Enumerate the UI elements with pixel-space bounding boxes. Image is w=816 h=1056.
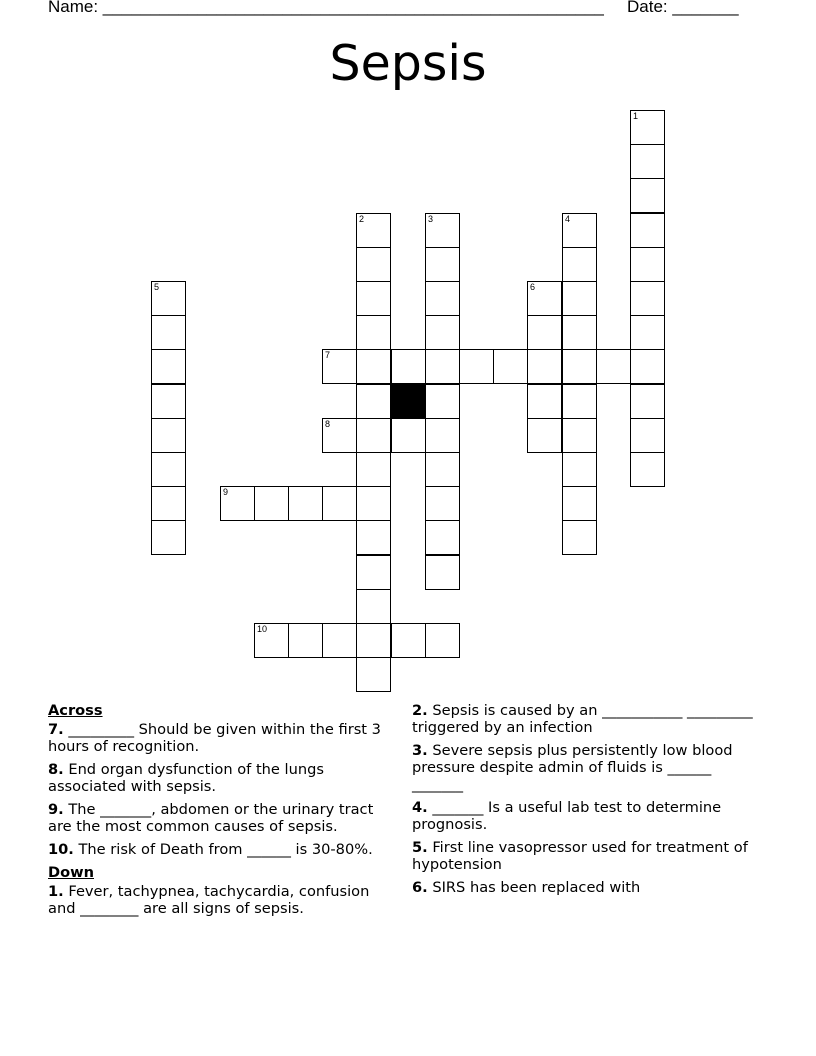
- grid-cell[interactable]: [630, 144, 665, 179]
- grid-cell[interactable]: [151, 418, 186, 453]
- grid-cell[interactable]: [527, 315, 562, 350]
- grid-cell[interactable]: [425, 349, 460, 384]
- grid-cell[interactable]: [151, 520, 186, 555]
- grid-cell[interactable]: [356, 247, 391, 282]
- clue-number-label: 4: [565, 214, 571, 224]
- down-clue-list-continued: [412, 702, 762, 896]
- grid-cell[interactable]: [151, 281, 186, 316]
- grid-cell[interactable]: [425, 384, 460, 419]
- clue-item: [48, 801, 398, 835]
- across-clue-list: [48, 721, 398, 858]
- clue-text: SIRS has been replaced with: [427, 879, 641, 896]
- clue-item: [412, 839, 762, 873]
- grid-cell[interactable]: [562, 247, 597, 282]
- clue-item: [48, 841, 398, 858]
- clue-number-label: 8: [325, 419, 331, 429]
- clue-number: 8.: [48, 761, 64, 778]
- clue-number-label: 10: [257, 624, 268, 634]
- black-cell: [391, 384, 426, 419]
- grid-cell[interactable]: [425, 315, 460, 350]
- grid-cell[interactable]: [527, 384, 562, 419]
- grid-cell[interactable]: [493, 349, 528, 384]
- grid-cell[interactable]: [356, 281, 391, 316]
- grid-cell[interactable]: [562, 384, 597, 419]
- clue-number-label: 6: [530, 282, 536, 292]
- clue-item: [48, 721, 398, 755]
- puzzle-title: Sepsis: [329, 35, 487, 92]
- clues-left-column: [48, 702, 398, 923]
- grid-cell[interactable]: [322, 623, 357, 658]
- clue-text: Sepsis is caused by an ___________ _________ triggered by an infection: [412, 702, 753, 736]
- grid-cell[interactable]: [562, 486, 597, 521]
- grid-cell[interactable]: [630, 110, 665, 145]
- grid-cell[interactable]: [425, 213, 460, 248]
- grid-cell[interactable]: [356, 486, 391, 521]
- grid-cell[interactable]: [527, 349, 562, 384]
- grid-cell[interactable]: [322, 486, 357, 521]
- clue-text: _______ Is a useful lab test to determine prognosis.: [412, 799, 722, 833]
- grid-cell[interactable]: [288, 623, 323, 658]
- grid-cell[interactable]: [425, 520, 460, 555]
- clue-item: [48, 761, 398, 795]
- grid-cell[interactable]: [630, 213, 665, 248]
- clue-text: _________ Should be given within the first 3 hours of recognition.: [48, 721, 381, 755]
- clues-right-column: [412, 702, 762, 902]
- grid-cell[interactable]: [151, 349, 186, 384]
- grid-cell[interactable]: [562, 520, 597, 555]
- grid-cell[interactable]: [356, 349, 391, 384]
- clue-number: 5.: [412, 839, 428, 856]
- grid-cell[interactable]: [562, 281, 597, 316]
- clue-number-label: 9: [223, 487, 229, 497]
- grid-cell[interactable]: [254, 486, 289, 521]
- grid-cell[interactable]: [356, 555, 391, 590]
- grid-cell[interactable]: [562, 213, 597, 248]
- grid-cell[interactable]: [391, 418, 426, 453]
- clue-number-label: 3: [428, 214, 434, 224]
- name-field[interactable]: Name: _____________________________________________________: [48, 0, 604, 16]
- grid-cell[interactable]: [220, 486, 255, 521]
- grid-cell[interactable]: [356, 418, 391, 453]
- clue-item: [412, 879, 762, 896]
- clue-number: 2.: [412, 702, 428, 719]
- grid-cell[interactable]: [356, 315, 391, 350]
- grid-cell[interactable]: [630, 384, 665, 419]
- clue-number: 6.: [412, 879, 428, 896]
- grid-cell[interactable]: [562, 418, 597, 453]
- clue-number-label: 5: [154, 282, 160, 292]
- date-field[interactable]: Date: _______: [627, 0, 739, 16]
- grid-cell[interactable]: [356, 657, 391, 692]
- clue-number: 10.: [48, 841, 74, 858]
- clue-text: First line vasopressor used for treatment of hypotension: [412, 839, 748, 873]
- grid-cell[interactable]: [630, 315, 665, 350]
- grid-cell[interactable]: [391, 623, 426, 658]
- grid-cell[interactable]: [630, 247, 665, 282]
- grid-cell[interactable]: [391, 349, 426, 384]
- grid-cell[interactable]: [151, 486, 186, 521]
- clue-number: 4.: [412, 799, 428, 816]
- grid-cell[interactable]: [630, 178, 665, 213]
- grid-cell[interactable]: [596, 349, 631, 384]
- grid-cell[interactable]: [425, 623, 460, 658]
- clue-text: The risk of Death from ______ is 30-80%.: [73, 841, 373, 858]
- clue-number: 7.: [48, 721, 64, 738]
- grid-cell[interactable]: [356, 213, 391, 248]
- grid-cell[interactable]: [425, 486, 460, 521]
- grid-cell[interactable]: [459, 349, 494, 384]
- grid-cell[interactable]: [356, 520, 391, 555]
- grid-cell[interactable]: [425, 555, 460, 590]
- clue-number-label: 2: [359, 214, 365, 224]
- grid-cell[interactable]: [151, 452, 186, 487]
- across-heading: Across: [48, 702, 103, 719]
- grid-cell[interactable]: [630, 281, 665, 316]
- grid-cell[interactable]: [356, 589, 391, 624]
- clue-text: Fever, tachypnea, tachycardia, confusion and ________ are all signs of sepsis.: [48, 883, 370, 917]
- grid-cell[interactable]: [288, 486, 323, 521]
- grid-cell[interactable]: [356, 623, 391, 658]
- clue-number: 1.: [48, 883, 64, 900]
- grid-cell[interactable]: [425, 452, 460, 487]
- grid-cell[interactable]: [527, 418, 562, 453]
- grid-cell[interactable]: [527, 281, 562, 316]
- grid-cell[interactable]: [151, 384, 186, 419]
- down-heading: Down: [48, 864, 95, 881]
- grid-cell[interactable]: [356, 452, 391, 487]
- grid-cell[interactable]: [630, 349, 665, 384]
- clue-number: 9.: [48, 801, 64, 818]
- clue-number-label: 7: [325, 350, 331, 360]
- clue-item: [412, 742, 762, 793]
- grid-cell[interactable]: [425, 418, 460, 453]
- grid-cell[interactable]: [562, 315, 597, 350]
- grid-cell[interactable]: [562, 349, 597, 384]
- down-clue-list: [48, 883, 398, 917]
- clue-number: 3.: [412, 742, 428, 759]
- clue-item: [412, 702, 762, 736]
- clue-text: Severe sepsis plus persistently low blood pressure despite admin of fluids is ______ _______: [412, 742, 733, 793]
- clue-text: The _______, abdomen or the urinary tract are the most common causes of sepsis.: [48, 801, 374, 835]
- clue-number-label: 1: [633, 111, 639, 121]
- clue-text: End organ dysfunction of the lungs associated with sepsis.: [48, 761, 324, 795]
- grid-cell[interactable]: [356, 384, 391, 419]
- clue-item: [412, 799, 762, 833]
- grid-cell[interactable]: [630, 452, 665, 487]
- grid-cell[interactable]: [151, 315, 186, 350]
- grid-cell[interactable]: [254, 623, 289, 658]
- grid-cell[interactable]: [562, 452, 597, 487]
- clue-item: [48, 883, 398, 917]
- grid-cell[interactable]: [322, 418, 357, 453]
- grid-cell[interactable]: [322, 349, 357, 384]
- grid-cell[interactable]: [425, 247, 460, 282]
- grid-cell[interactable]: [630, 418, 665, 453]
- grid-cell[interactable]: [425, 281, 460, 316]
